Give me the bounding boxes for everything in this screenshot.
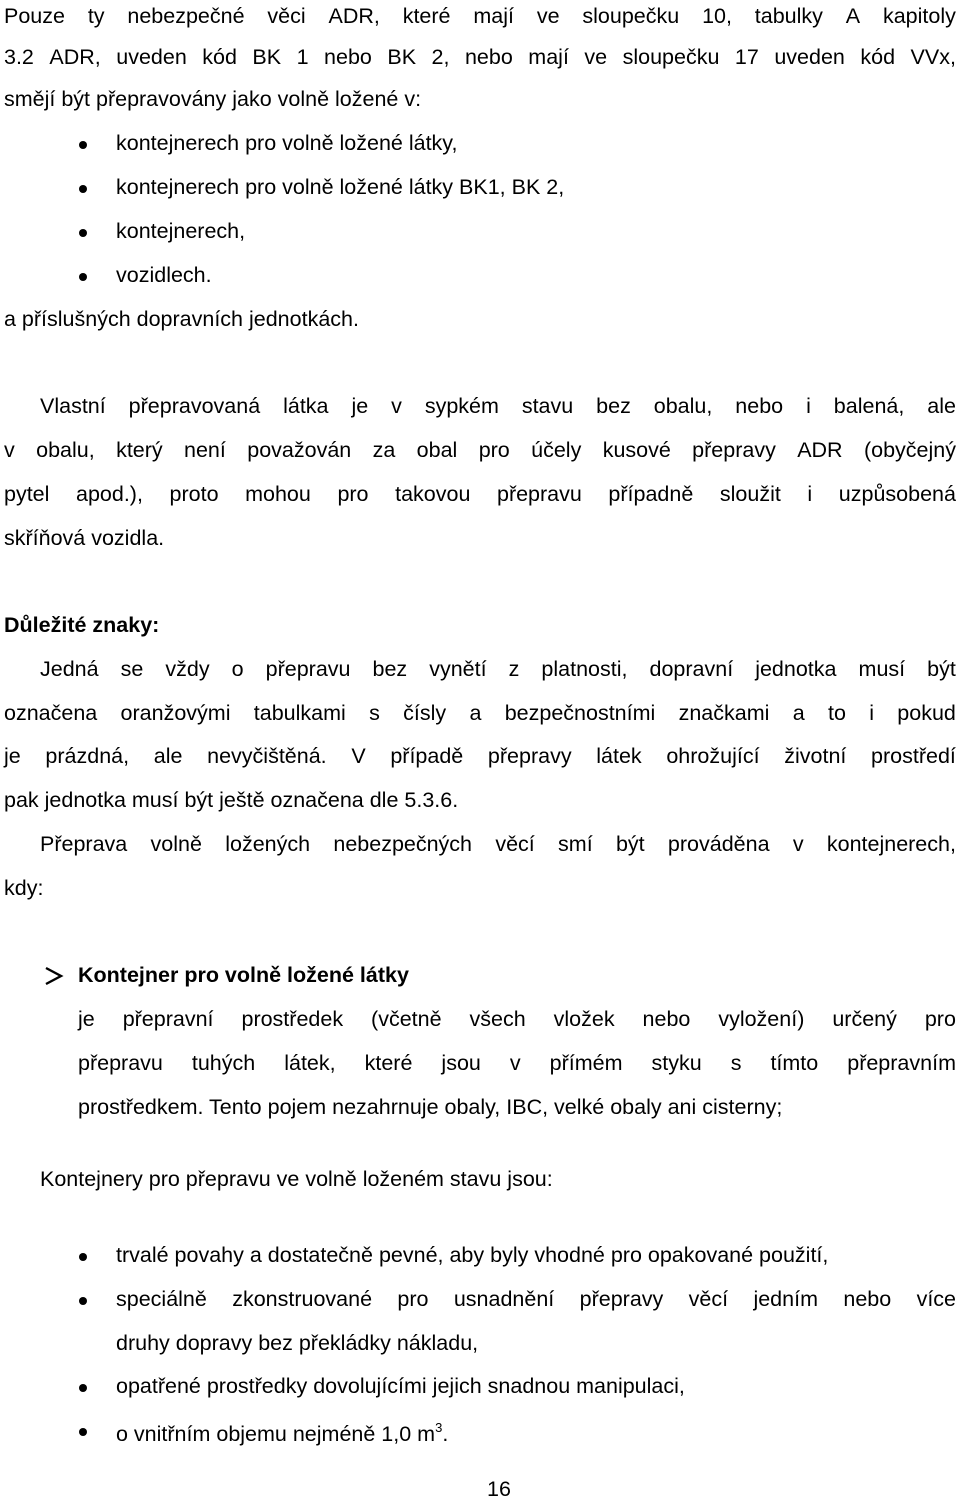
word: s [369, 701, 380, 725]
word: jednotka [755, 657, 837, 681]
word: o [231, 657, 244, 681]
word: speciálně [116, 1287, 207, 1311]
word: kusové [602, 438, 671, 462]
containers-item-2-line-2: druhy dopravy bez překládky nákladu, [116, 1331, 479, 1355]
word: sloupečku [582, 4, 680, 28]
word: věcí [495, 832, 535, 856]
word: prováděna [667, 832, 770, 856]
word: označena [4, 701, 98, 725]
important-line-6: kdy: [4, 876, 44, 900]
word: VVx, [910, 45, 956, 69]
word: které [402, 4, 451, 28]
word: pytel [4, 482, 50, 506]
containers-intro: Kontejnery pro přepravu ve volně loženém stavu jsou: [40, 1167, 553, 1191]
bullet-icon [79, 1297, 87, 1305]
paragraph2-line-4: skříňová vozidla. [4, 526, 165, 550]
word: zkonstruované [232, 1287, 373, 1311]
intro-list-item: kontejnerech, [116, 219, 246, 243]
word: i [869, 701, 874, 725]
word: kontejnerech, [826, 832, 956, 856]
word: přepravní [122, 1007, 214, 1031]
word: nebezpečných [333, 832, 473, 856]
word: nebo [642, 1007, 691, 1031]
word: ADR [797, 438, 843, 462]
word: nevyčištěná. [207, 744, 327, 768]
word: stavu [521, 394, 574, 418]
word: mají [473, 4, 514, 28]
word: takovou [395, 482, 471, 506]
word: sloužit [719, 482, 781, 506]
word: účely [531, 438, 582, 462]
word: kapitoly [882, 4, 956, 28]
word: za [372, 438, 396, 462]
word: přepravy [692, 438, 776, 462]
bullet-icon [79, 185, 87, 193]
word: je [4, 744, 21, 768]
word: obalu, [36, 438, 95, 462]
word: uveden [116, 45, 187, 69]
word: kód [860, 45, 896, 69]
word: není [184, 438, 226, 462]
intro-line-2 [4, 42, 956, 72]
word: případě [390, 744, 464, 768]
word: usnadnění [453, 1287, 555, 1311]
word: 2, [431, 45, 450, 69]
word: i [807, 482, 813, 506]
word: pro [397, 1287, 429, 1311]
word: být [615, 832, 645, 856]
word: obalu, [653, 394, 713, 418]
containers-item-4-text: o vnitřním objemu nejméně 1,0 m [116, 1422, 436, 1446]
word: bez [372, 657, 408, 681]
word: ale [927, 394, 956, 418]
word: apod.), [76, 482, 143, 506]
word: smí [558, 832, 593, 856]
word: věci [267, 4, 306, 28]
word: ty [87, 4, 105, 28]
word: které [364, 1051, 413, 1075]
definition-heading: Kontejner pro volně ložené látky [78, 963, 409, 987]
containers-item-4 [116, 1419, 448, 1449]
word: v [509, 1051, 521, 1075]
important-line-5 [40, 829, 956, 859]
word: s [730, 1051, 742, 1075]
containers-item-3: opatřené prostředky dovolujícími jejich snadnou manipulaci, [116, 1374, 685, 1398]
word: sypkém [424, 394, 499, 418]
important-heading: Důležité znaky: [4, 613, 160, 637]
word: mohou [245, 482, 311, 506]
word: vyložení) [718, 1007, 805, 1031]
word: v [4, 438, 15, 462]
word: volně [150, 832, 202, 856]
word: přepravu [78, 1051, 163, 1075]
word: jsou [441, 1051, 481, 1075]
word: sloupečku [622, 45, 720, 69]
word: a [792, 701, 805, 725]
containers-item-4-period: . [442, 1422, 449, 1446]
word: bez [596, 394, 631, 418]
word: látek [596, 744, 642, 768]
word: ve [584, 45, 608, 69]
word: a [469, 701, 482, 725]
word: vložek [553, 1007, 615, 1031]
word: případně [608, 482, 694, 506]
word: tuhých [191, 1051, 256, 1075]
intro-list-item: vozidlech. [116, 263, 212, 287]
paragraph2-line-3 [4, 479, 956, 509]
word: 17 [734, 45, 759, 69]
word: BK [252, 45, 282, 69]
word: přepravu [496, 482, 582, 506]
word: bezpečnostními [504, 701, 656, 725]
word: se [120, 657, 144, 681]
definition-line-1 [78, 1004, 956, 1034]
intro-list-item: kontejnerech pro volně ložené látky, [116, 131, 458, 155]
important-line-3 [4, 741, 956, 771]
word: značkami [678, 701, 770, 725]
word: určený [832, 1007, 897, 1031]
word: Pouze [4, 4, 65, 28]
word: 10, [702, 4, 732, 28]
word: 1 [296, 45, 309, 69]
word: ohrožující [666, 744, 760, 768]
word: přepravy [487, 744, 572, 768]
intro-list-item: kontejnerech pro volně ložené látky BK1, BK 2, [116, 175, 565, 199]
word: všech [469, 1007, 526, 1031]
bullet-icon [79, 229, 87, 237]
containers-item-2-line-1 [116, 1284, 956, 1314]
word: přepravním [847, 1051, 956, 1075]
word: nebo [735, 394, 784, 418]
word: pro [337, 482, 369, 506]
word: (včetně [371, 1007, 442, 1031]
word: prázdná, [45, 744, 130, 768]
containers-item-1: trvalé povahy a dostatečně pevné, aby byly vhodné pro opakované použití, [116, 1243, 829, 1267]
word: více [916, 1287, 956, 1311]
word: nebo [324, 45, 372, 69]
word: pokud [897, 701, 956, 725]
definition-line-3: prostředkem. Tento pojem nezahrnuje obaly, IBC, velké obaly ani cisterny; [78, 1095, 783, 1119]
word: obal [416, 438, 458, 462]
word: tabulky [754, 4, 823, 28]
word: ADR, [328, 4, 380, 28]
word: i [806, 394, 811, 418]
word: nebo [464, 45, 513, 69]
definition-line-2 [78, 1048, 956, 1078]
word: tabulkami [253, 701, 346, 725]
word: vždy [165, 657, 210, 681]
word: mají [528, 45, 569, 69]
word: musí [858, 657, 906, 681]
intro-line-3: smějí být přepravovány jako volně ložené v: [4, 87, 422, 111]
bullet-icon [79, 273, 87, 281]
arrow-bullet-icon [43, 965, 65, 987]
word: ale [153, 744, 183, 768]
bullet-icon [79, 1253, 87, 1261]
word: Přeprava [40, 832, 128, 856]
word: látka [283, 394, 329, 418]
important-line-2 [4, 698, 956, 728]
word: považován [247, 438, 352, 462]
word: čísly [403, 701, 447, 725]
word: tímto [770, 1051, 819, 1075]
word: styku [651, 1051, 702, 1075]
word: jedním [753, 1287, 818, 1311]
word: uveden [774, 45, 845, 69]
word: 3.2 [4, 45, 34, 69]
intro-closing: a příslušných dopravních jednotkách. [4, 307, 359, 331]
word: v [792, 832, 804, 856]
word: přepravu [265, 657, 351, 681]
word: v [391, 394, 402, 418]
word: (obyčejný [863, 438, 956, 462]
word: dopravní [649, 657, 734, 681]
word: nebo [843, 1287, 892, 1311]
word: prostředek [241, 1007, 344, 1031]
word: proto [169, 482, 219, 506]
word: být [927, 657, 956, 681]
important-line-4: pak jednotka musí být ještě označena dle 5.3.6. [4, 788, 459, 812]
intro-line-1 [4, 1, 956, 31]
word: přepravovaná [128, 394, 261, 418]
bullet-icon [79, 1384, 87, 1392]
word: přímém [549, 1051, 623, 1075]
word: ADR, [49, 45, 101, 69]
word: který [116, 438, 163, 462]
word: BK [387, 45, 417, 69]
word: ložených [225, 832, 311, 856]
word: nebezpečné [127, 4, 245, 28]
word: je [351, 394, 369, 418]
word: uzpůsobená [838, 482, 956, 506]
bullet-icon [79, 1428, 87, 1436]
word: A [845, 4, 861, 28]
paragraph2-line-2 [4, 435, 956, 465]
word: přepravy [579, 1287, 664, 1311]
word: věcí [688, 1287, 729, 1311]
word: Jedná [40, 657, 99, 681]
word: vynětí [429, 657, 487, 681]
word: pro [924, 1007, 956, 1031]
word: životní [784, 744, 847, 768]
word: pro [478, 438, 510, 462]
word: je [78, 1007, 95, 1031]
word: to [827, 701, 846, 725]
word: kód [202, 45, 237, 69]
page-number: 16 [487, 1477, 511, 1501]
word: z [508, 657, 520, 681]
important-line-1 [40, 654, 956, 684]
superscript-3: 3 [435, 1420, 443, 1435]
word: prostředí [871, 744, 956, 768]
word: oranžovými [120, 701, 231, 725]
word: balená, [833, 394, 905, 418]
word: Vlastní [40, 394, 106, 418]
word: ve [536, 4, 560, 28]
word: platnosti, [541, 657, 628, 681]
bullet-icon [79, 141, 87, 149]
word: látek, [284, 1051, 336, 1075]
word: V [351, 744, 366, 768]
paragraph2-line-1 [40, 391, 956, 421]
